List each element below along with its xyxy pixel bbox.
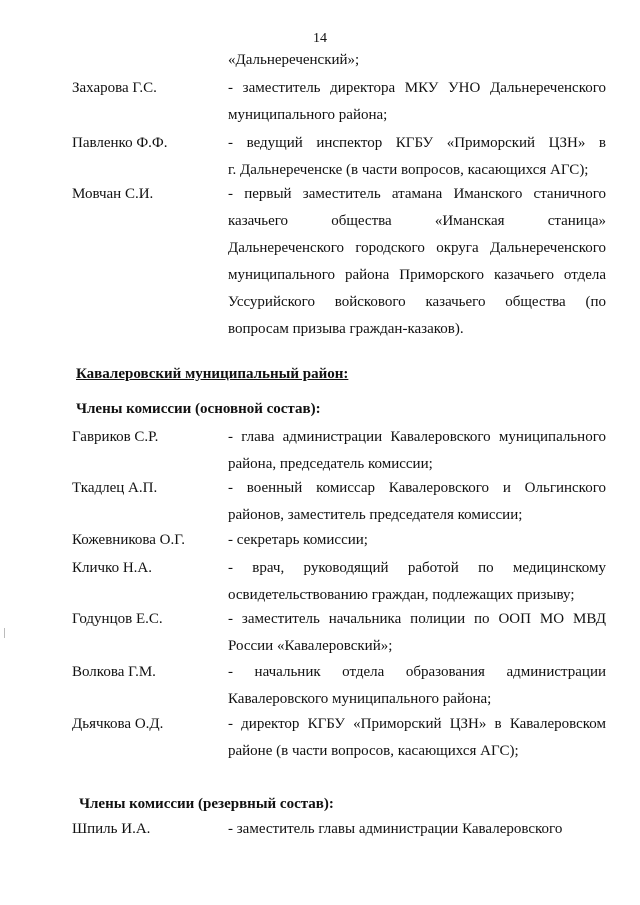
member-name: Волкова Г.М. (72, 664, 156, 680)
member-role-line: - глава администрации Кавалеровского муниципального (228, 429, 606, 445)
member-role-line: освидетельствованию граждан, подлежащих призыву; (228, 587, 575, 603)
member-role (228, 475, 606, 529)
member-role (228, 606, 606, 660)
member-role-line: - начальник отдела образования администрации (228, 664, 606, 680)
member-name: Захарова Г.С. (72, 80, 157, 96)
member-name: Годунцов Е.С. (72, 611, 163, 627)
member-name: Мовчан С.И. (72, 186, 154, 202)
member-role-line: вопросам призыва граждан-казаков). (228, 321, 464, 337)
member-role-line: - директор КГБУ «Приморский ЦЗН» в Кавалеровском (228, 716, 606, 732)
page-number: 14 (313, 31, 327, 46)
member-role-line: - военный комиссар Кавалеровского и Ольгинского (228, 480, 606, 496)
member-role (228, 816, 606, 843)
member-role-line: - заместитель начальника полиции по ООП МО МВД (228, 611, 606, 627)
member-role (228, 527, 606, 554)
member-role-line: - секретарь комиссии; (228, 532, 368, 548)
member-role (228, 75, 606, 129)
member-name: Шпиль И.А. (72, 821, 151, 837)
member-role-line: - первый заместитель атамана Иманского станичного (228, 186, 606, 202)
member-role-line: казачьего общества «Иманская станица» (228, 213, 606, 229)
member-role-line: Уссурийского войскового казачьего общества (по (228, 294, 606, 310)
member-role (228, 659, 606, 713)
district-heading: Кавалеровский муниципальный район: (76, 366, 349, 382)
member-name: Кожевникова О.Г. (72, 532, 185, 548)
member-role (228, 711, 606, 765)
member-role-line: муниципального района Приморского казачьего отдела (228, 267, 606, 283)
member-role-line: Кавалеровского муниципального района; (228, 691, 492, 707)
member-role-line: - заместитель главы администрации Кавалеровского (228, 821, 563, 837)
member-role-line: г. Дальнереченске (в части вопросов, касающихся АГС); (228, 162, 589, 178)
member-role-line: - врач, руководящий работой по медицинскому (228, 560, 606, 576)
member-name: Дьячкова О.Д. (72, 716, 164, 732)
member-role (228, 555, 606, 609)
member-role (228, 181, 606, 343)
member-role-line: районов, заместитель председателя комиссии; (228, 507, 523, 523)
member-role-line: муниципального района; (228, 107, 388, 123)
member-role (228, 424, 606, 478)
main-members-heading: Члены комиссии (основной состав): (76, 401, 321, 417)
member-role-line: - заместитель директора МКУ УНО Дальнереченского (228, 80, 606, 96)
member-role-line: - ведущий инспектор КГБУ «Приморский ЦЗН» в (228, 135, 606, 151)
member-name: Гавриков С.Р. (72, 429, 159, 445)
member-role-line: районе (в части вопросов, касающихся АГС); (228, 743, 519, 759)
scan-mark (4, 628, 5, 638)
member-name: Павленко Ф.Ф. (72, 135, 168, 151)
member-role (228, 130, 606, 184)
member-role-line: района, председатель комиссии; (228, 456, 433, 472)
member-name: Кличко Н.А. (72, 560, 153, 576)
continuation-line: «Дальнереченский»; (228, 52, 360, 68)
member-role-line: России «Кавалеровский»; (228, 638, 393, 654)
reserve-members-heading: Члены комиссии (резервный состав): (79, 796, 334, 812)
member-role-line: Дальнереченского городского округа Дальнереченского (228, 240, 606, 256)
member-name: Ткадлец А.П. (72, 480, 158, 496)
